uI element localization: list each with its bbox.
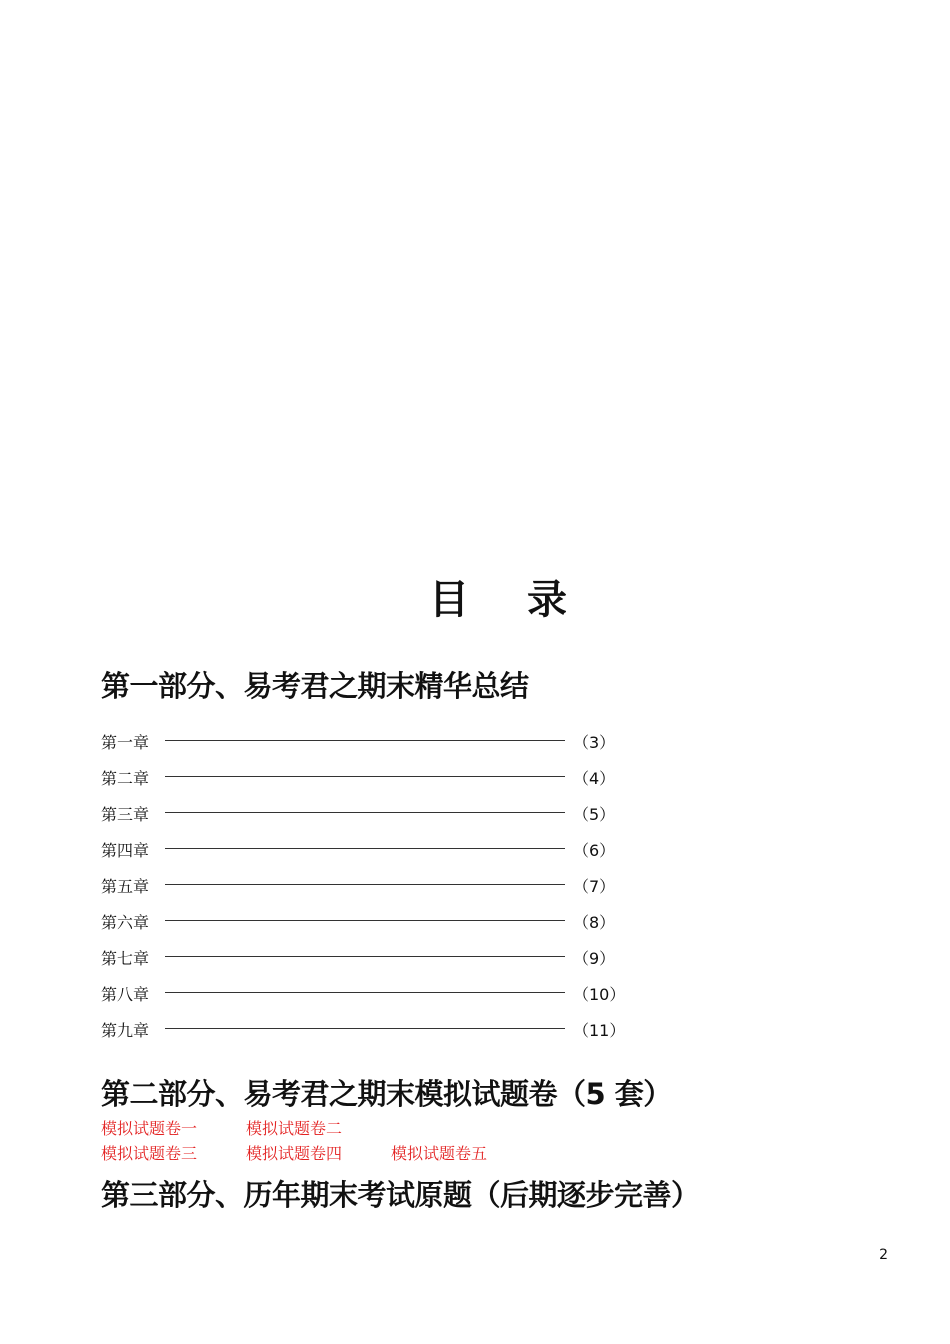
chapter-list [101, 727, 661, 1051]
chapter-page-number: （3） [573, 733, 616, 752]
leader-line [165, 776, 565, 777]
part3-heading: 第三部分、历年期末考试原题（后期逐步完善） [101, 1178, 700, 1212]
part2-heading: 第二部分、易考君之期末模拟试题卷（5 套） [101, 1077, 672, 1111]
chapter-page-number: （4） [573, 769, 616, 788]
leader-line [165, 920, 565, 921]
chapter-page-number: （5） [573, 805, 616, 824]
chapter-row[interactable] [101, 727, 661, 763]
chapter-page-number: （10） [573, 985, 626, 1004]
chapter-label: 第三章 [101, 805, 150, 824]
toc-title: 目 录 [429, 577, 589, 623]
exam-links-row [101, 1116, 391, 1139]
chapter-row[interactable] [101, 979, 661, 1015]
chapter-page-number: （6） [573, 841, 616, 860]
leader-line [165, 848, 565, 849]
page-number: 2 [879, 1247, 888, 1263]
chapter-page-number: （8） [573, 913, 616, 932]
chapter-row[interactable] [101, 835, 661, 871]
chapter-page-number: （7） [573, 877, 616, 896]
leader-line [165, 992, 565, 993]
chapter-label: 第二章 [101, 769, 150, 788]
chapter-label: 第一章 [101, 733, 150, 752]
part1-heading: 第一部分、易考君之期末精华总结 [101, 669, 529, 703]
exam-links-row [101, 1141, 536, 1164]
chapter-row[interactable] [101, 799, 661, 835]
chapter-row[interactable] [101, 763, 661, 799]
chapter-row[interactable] [101, 907, 661, 943]
chapter-label: 第七章 [101, 949, 150, 968]
leader-line [165, 884, 565, 885]
exam-link-5[interactable]: 模拟试题卷五 [391, 1144, 488, 1163]
exam-link-4[interactable]: 模拟试题卷四 [246, 1144, 343, 1163]
chapter-label: 第六章 [101, 913, 150, 932]
chapter-page-number: （9） [573, 949, 616, 968]
exam-link-3[interactable]: 模拟试题卷三 [101, 1144, 198, 1163]
exam-link-2[interactable]: 模拟试题卷二 [246, 1119, 343, 1138]
leader-line [165, 956, 565, 957]
leader-line [165, 740, 565, 741]
exam-link-1[interactable]: 模拟试题卷一 [101, 1119, 198, 1138]
chapter-label: 第九章 [101, 1021, 150, 1040]
leader-line [165, 1028, 565, 1029]
chapter-row[interactable] [101, 1015, 661, 1051]
chapter-row[interactable] [101, 943, 661, 979]
chapter-label: 第四章 [101, 841, 150, 860]
leader-line [165, 812, 565, 813]
chapter-row[interactable] [101, 871, 661, 907]
chapter-page-number: （11） [573, 1021, 626, 1040]
chapter-label: 第五章 [101, 877, 150, 896]
chapter-label: 第八章 [101, 985, 150, 1004]
